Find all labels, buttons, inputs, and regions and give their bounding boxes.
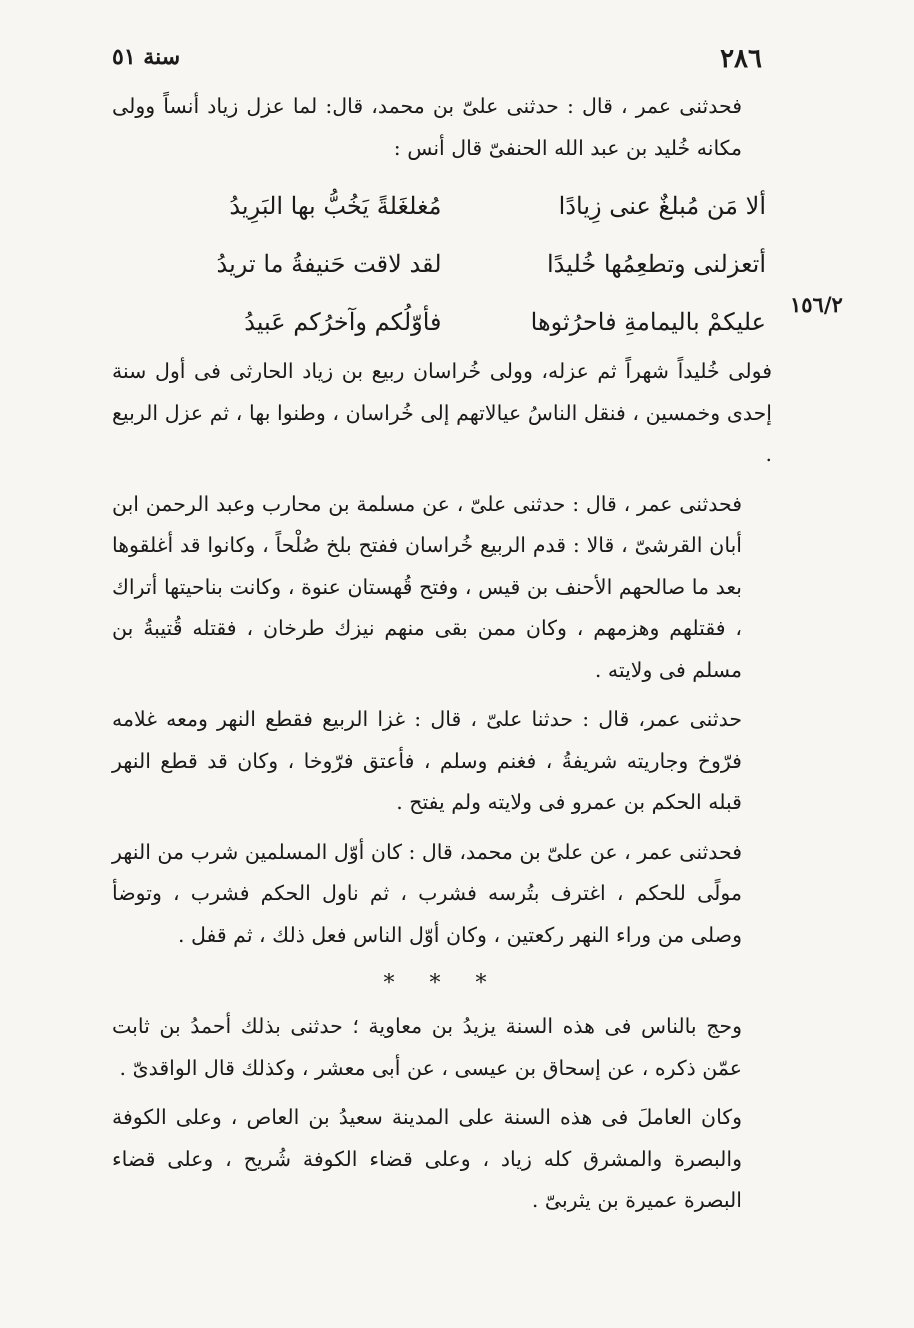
verse-hemistich: فأوّلُكم وآخرُكم عَبيدُ [244,308,442,336]
verse-hemistich: أتعزلنى وتطعِمُها خُليدًا [546,250,766,278]
page-body [112,86,772,1230]
verse-line [112,293,772,351]
paragraph-7: وكان العاملَ فى هذه السنة على المدينة سعيدُ بن العاص ، وعلى الكوفة والبصرة والمشرق كله زياد ، وعلى قضاء الكوفة شُريح ، وعلى قضاء البصرة عميرة بن يثربىّ . [112,1105,742,1212]
verse-line [112,235,772,293]
poem [112,177,772,351]
paragraph-5: فحدثنى عمر ، عن علىّ بن محمد، قال : كان أوّل المسلمين شرب من النهر مولًى للحكم ، اغترف بتُرسه فشرب ، ثم ناول الحكم فشرب ، وتوضأ وصلى من وراء النهر ركعتين ، وكان أوّل الناس فعل ذلك ، ثم قفل . [112,839,742,947]
paragraph-3: فحدثنى عمر ، قال : حدثنى علىّ ، عن مسلمة بن محارب وعبد الرحمن ابن أبان القرشىّ ، قالا : قدم الربيع خُراسان ففتح بلخ صُلْحاً ، وكانوا قد أغلقوها بعد ما صالحهم الأحنف بن قيس ، وفتح قُهستان عنوة ، وكانت بناحيتها أتراك ، فقتلهم وهزمهم ، وكان ممن بقى منهم نيزك طرخان ، فقتله قُتيبةُ بن مسلم فى ولايته . [112,491,742,682]
page-number: ٢٨٦ [720,44,762,74]
verse-hemistich: لقد لاقت حَنيفةُ ما تريدُ [216,250,442,278]
margin-reference: ١٥٦/٢ [790,292,843,317]
paragraph-2: فولى خُليداً شهراً ثم عزله، وولى خُراسان ربيع بن زياد الحارثى فى أول سنة إحدى وخمسين ، فنقل الناسُ عيالاتهم إلى خُراسان ، وطنوا بها ، ثم عزل الربيع . [112,359,772,466]
verse-hemistich: ألا مَن مُبلغٌ عنى زِيادًا [558,192,766,220]
running-header-year: سنة ٥١ [112,44,181,70]
paragraph-4: حدثنى عمر، قال : حدثنا علىّ ، قال : غزا الربيع فقطع النهر ومعه غلامه فرّوخ وجاريته شريفةُ ، فغنم وسلم ، فأعتق فرّوخا ، وكان قد قطع النهر قبله الحكم بن عمرو فى ولايته ولم يفتح . [112,707,742,814]
paragraph-6: وحج بالناس فى هذه السنة يزيدُ بن معاوية ؛ حدثنى بذلك أحمدُ بن ثابت عمّن ذكره ، عن إسحاق بن عيسى ، عن أبى معشر ، وكذلك قال الواقدىّ . [112,1014,742,1080]
verse-hemistich: عليكمْ باليمامةِ فاحرُثوها [530,308,766,336]
section-separator: * * * [383,971,501,996]
paragraph-1: فحدثنى عمر ، قال : حدثنى علىّ بن محمد، قال: لما عزل زياد أنساً وولى مكانه خُليد بن عبد الله الحنفىّ قال أنس : [112,94,742,160]
verse-hemistich: مُغلغَلةً يَخُبُّ بها البَرِيدُ [229,192,442,220]
verse-line [112,177,772,235]
